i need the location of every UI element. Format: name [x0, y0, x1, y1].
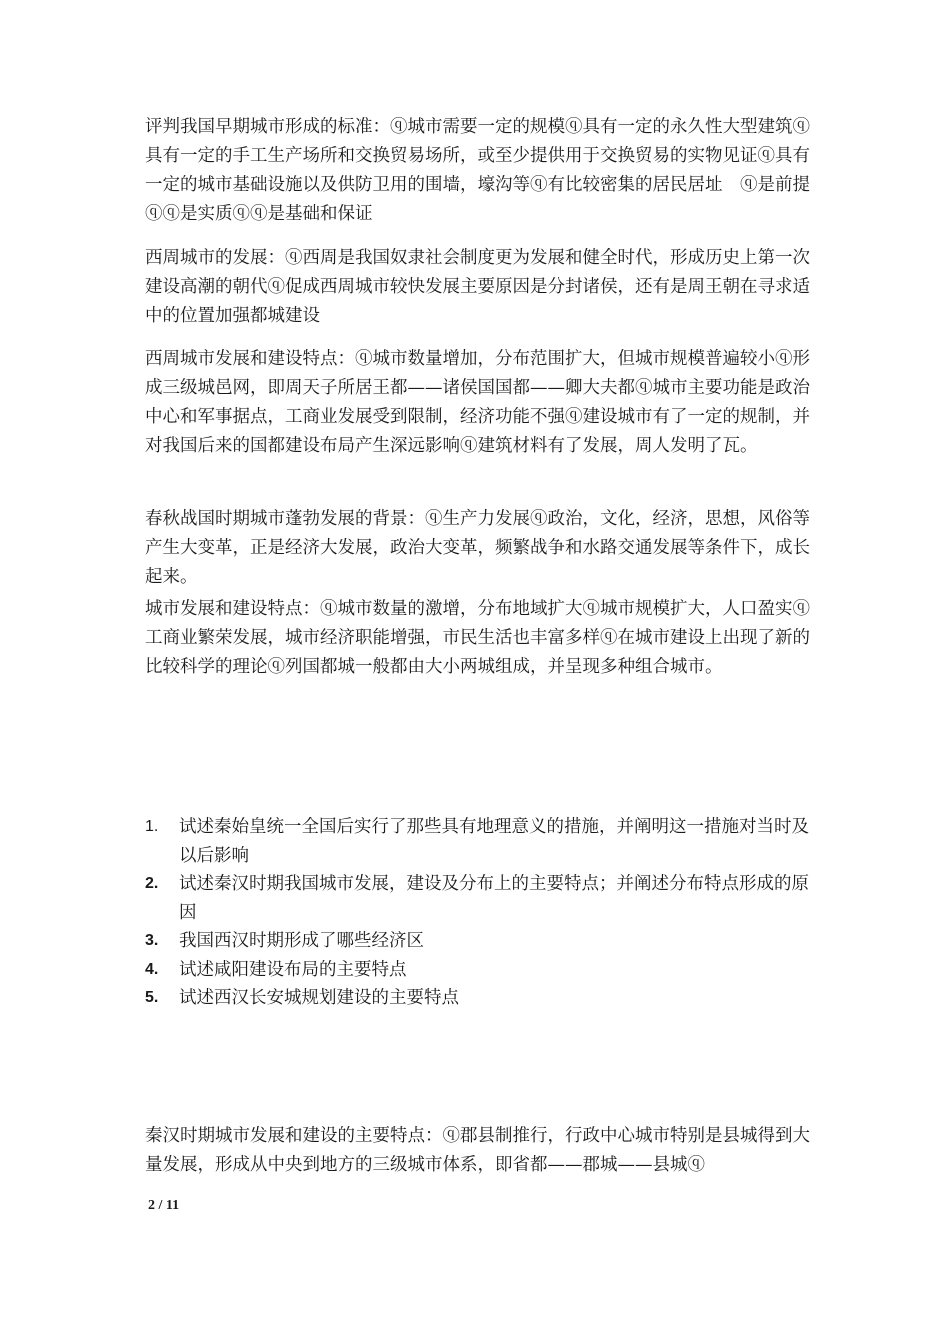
list-item [145, 927, 810, 956]
list-item-text: 试述咸阳建设布局的主要特点 [179, 959, 407, 980]
list-item-text: 我国西汉时期形成了哪些经济区 [179, 931, 424, 951]
list-item-number: 1. [145, 818, 159, 835]
paragraph-western-zhou-features: 西周城市发展和建设特点：ⓠ城市数量增加，分布范围扩大，但城市规模普遍较小ⓠ形成三级城邑网，即周天子所居王都——诸侯国国都——卿大夫都ⓠ城市主要功能是政治中心和军事据点，工商业发展受到限制，经济功能不强ⓠ建设城市有了一定的规制，并对我国后来的国都建设布局产生深远影响ⓠ建筑材料有了发展，周人发明了瓦。 [145, 349, 810, 456]
list-item-text: 试述西汉长安城规划建设的主要特点 [179, 988, 459, 1008]
list-item [145, 984, 810, 1013]
list-item-number: 5. [145, 989, 159, 1006]
paragraph-city-development-features: 城市发展和建设特点：ⓠ城市数量的激增，分布地域扩大ⓠ城市规模扩大，人口盈实ⓠ工商业繁荣发展，城市经济职能增强，市民生活也丰富多样ⓠ在城市建设上出现了新的比较科学的理论ⓠ列国都城一般都由大小两城组成，并呈现多种组合城市。 [145, 599, 810, 677]
paragraph-western-zhou-development: 西周城市的发展：ⓠ西周是我国奴隶社会制度更为发展和健全时代，形成历史上第一次建设高潮的朝代ⓠ促成西周城市较快发展主要原因是分封诸侯，还有是周王朝在寻求适中的位置加强都城建设 [145, 248, 810, 326]
list-item-number: 4. [145, 960, 159, 978]
list-item [145, 870, 810, 927]
list-item-text: 试述秦始皇统一全国后实行了那些具有地理意义的措施，并阐明这一措施对当时及以后影响 [179, 817, 809, 866]
page-number: 2 / 11 [148, 1198, 180, 1213]
list-item-number: 2. [145, 875, 159, 892]
list-item-text: 试述秦汉时期我国城市发展，建设及分布上的主要特点；并阐述分布特点形成的原因 [179, 874, 809, 923]
list-item [145, 813, 810, 870]
paragraph-early-city-criteria: 评判我国早期城市形成的标准：ⓠ城市需要一定的规模ⓠ具有一定的永久性大型建筑ⓠ具有一定的手工生产场所和交换贸易场所，或至少提供用于交换贸易的实物见证ⓠ具有一定的城市基础设施以及供防卫用的围墙，壕沟等ⓠ有比较密集的居民居址 ⓠ是前提 ⓠⓠ是实质ⓠⓠ是基础和保证 [145, 117, 828, 224]
list-item [145, 956, 810, 985]
list-item-number: 3. [145, 932, 159, 949]
paragraph-spring-autumn-background: 春秋战国时期城市蓬勃发展的背景：ⓠ生产力发展ⓠ政治，文化，经济，思想，风俗等产生大变革，正是经济大发展，政治大变革，频繁战争和水路交通发展等条件下，成长起来。 [145, 509, 810, 587]
question-list [145, 813, 810, 1013]
paragraph-qin-han-features: 秦汉时期城市发展和建设的主要特点：ⓠ郡县制推行，行政中心城市特别是县城得到大量发展，形成从中央到地方的三级城市体系，即省都——郡城——县城ⓠ [145, 1126, 810, 1175]
